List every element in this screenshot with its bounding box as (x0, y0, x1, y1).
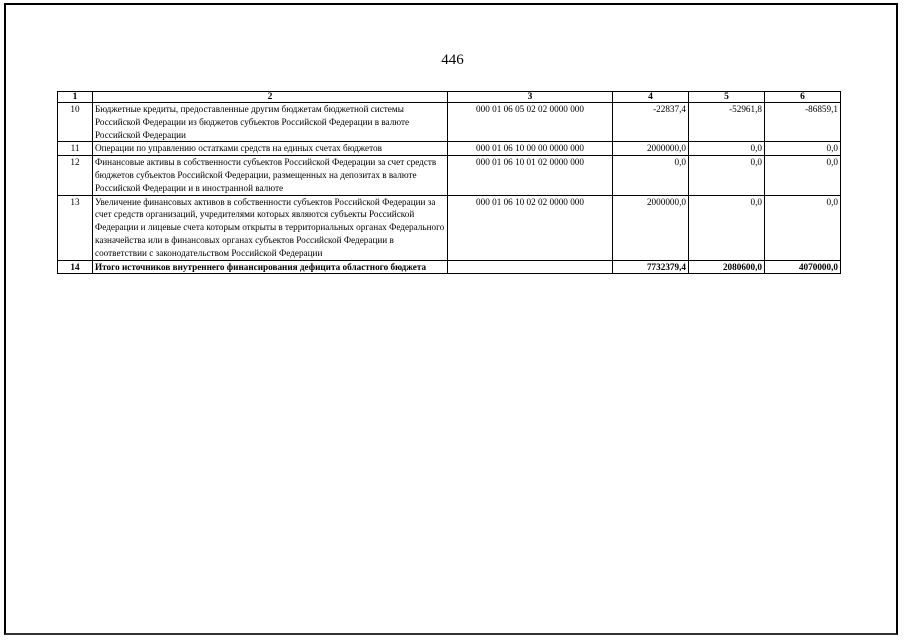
budget-table (57, 91, 841, 274)
row-code (448, 260, 613, 274)
row-value-6: -86859,1 (765, 103, 841, 142)
row-number: 11 (58, 142, 93, 156)
row-code: 000 01 06 10 00 00 0000 000 (448, 142, 613, 156)
row-name: Операции по управлению остатками средств на единых счетах бюджетов (93, 142, 448, 156)
row-value-5: -52961,8 (689, 103, 765, 142)
row-code: 000 01 06 10 01 02 0000 000 (448, 156, 613, 195)
row-value-4: 2000000,0 (613, 195, 689, 260)
page-number: 446 (441, 52, 464, 68)
row-value-6: 0,0 (765, 156, 841, 195)
row-number: 10 (58, 103, 93, 142)
row-value-5: 0,0 (689, 195, 765, 260)
row-value-5: 0,0 (689, 142, 765, 156)
row-code: 000 01 06 10 02 02 0000 000 (448, 195, 613, 260)
row-value-4: 0,0 (613, 156, 689, 195)
table-row (58, 156, 841, 195)
header-col-5: 5 (689, 92, 765, 103)
row-name: Итого источников внутреннего финансирования дефицита областного бюджета (93, 260, 448, 274)
header-col-3: 3 (448, 92, 613, 103)
row-value-6: 0,0 (765, 142, 841, 156)
header-col-4: 4 (613, 92, 689, 103)
header-row (58, 92, 841, 103)
row-name: Увеличение финансовых активов в собственности субъектов Российской Федерации за счет средств организаций, учредителями которых являются субъекты Российской Федерации и лицевые счета которым открыты в территориальных органах Федерального казначейства или в финансовых органах субъектов Российской Федерации в соответствии с законодательством Российской Федерации (93, 195, 448, 260)
row-value-5: 2080600,0 (689, 260, 765, 274)
table-row (58, 103, 841, 142)
row-name: Финансовые активы в собственности субъектов Российской Федерации за счет средств бюджетов субъектов Российской Федерации, размещенных на депозитах в валюте Российской Федерации и в иностранной валюте (93, 156, 448, 195)
header-col-1: 1 (58, 92, 93, 103)
total-row (58, 260, 841, 274)
row-name: Бюджетные кредиты, предоставленные другим бюджетам бюджетной системы Российской Федерации из бюджетов субъектов Российской Федерации в валюте Российской Федерации (93, 103, 448, 142)
row-code: 000 01 06 05 02 02 0000 000 (448, 103, 613, 142)
row-number: 12 (58, 156, 93, 195)
table-row (58, 195, 841, 260)
row-number: 14 (58, 260, 93, 274)
header-col-2: 2 (93, 92, 448, 103)
row-value-5: 0,0 (689, 156, 765, 195)
table-row (58, 142, 841, 156)
header-col-6: 6 (765, 92, 841, 103)
row-value-6: 4070000,0 (765, 260, 841, 274)
row-value-6: 0,0 (765, 195, 841, 260)
row-value-4: 2000000,0 (613, 142, 689, 156)
row-number: 13 (58, 195, 93, 260)
row-value-4: 7732379,4 (613, 260, 689, 274)
row-value-4: -22837,4 (613, 103, 689, 142)
